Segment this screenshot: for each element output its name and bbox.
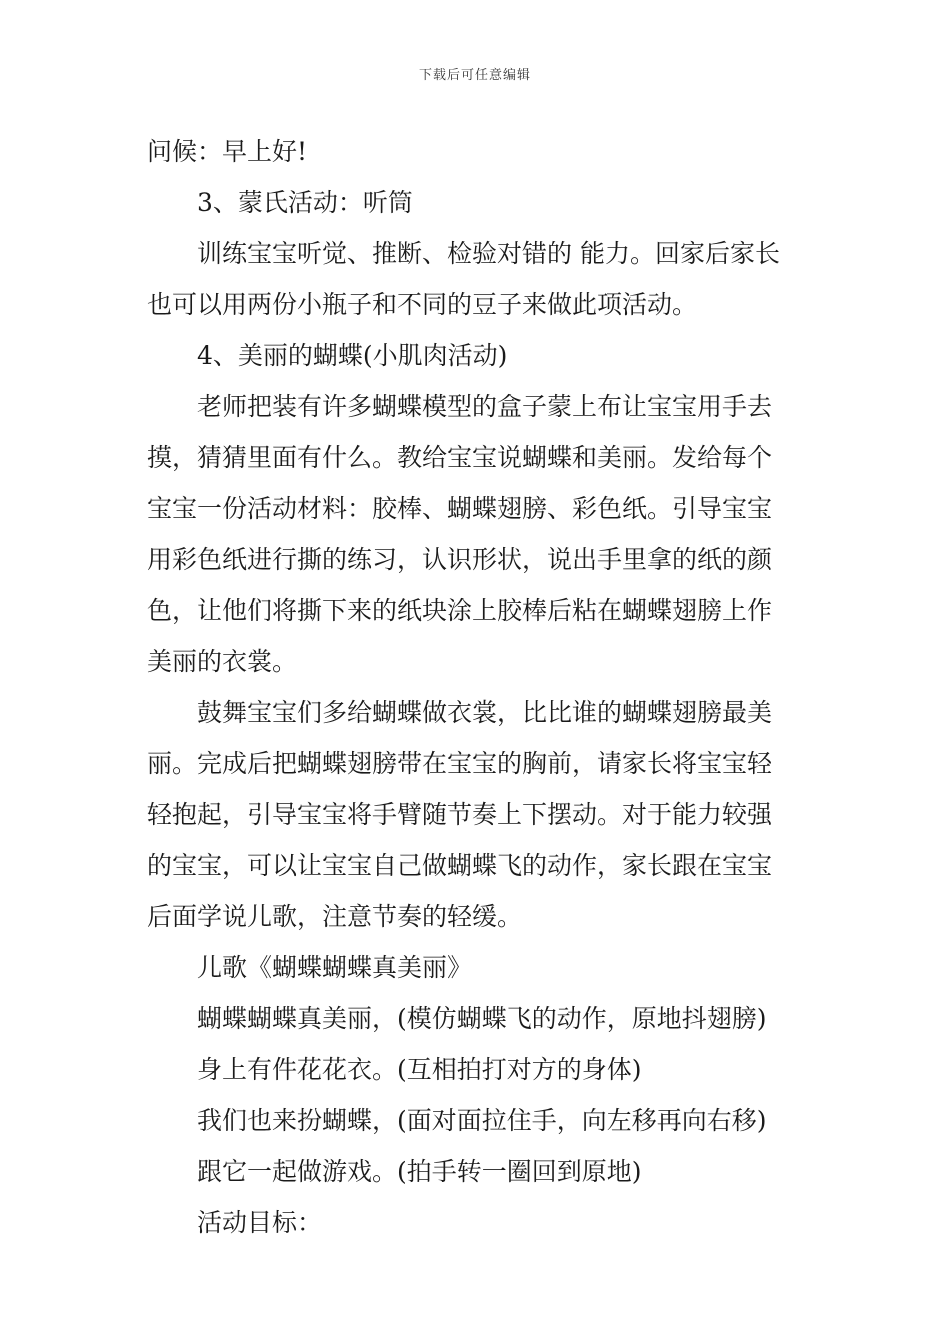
song-line: 蝴蝶蝴蝶真美丽，(模仿蝴蝶飞的动作，原地抖翅膀) — [197, 1004, 767, 1033]
song-line: 跟它一起做游戏。(拍手转一圈回到原地) — [197, 1157, 642, 1186]
text-line: 摸，猜猜里面有什么。教给宝宝说蝴蝶和美丽。发给每个 — [147, 443, 773, 472]
song-line: 我们也来扮蝴蝶，(面对面拉住手，向左移再向右移) — [197, 1106, 767, 1135]
song-title: 儿歌《蝴蝶蝴蝶真美丽》 — [197, 953, 473, 982]
text-line: 宝宝一份活动材料：胶棒、蝴蝶翅膀、彩色纸。引导宝宝 — [147, 494, 773, 523]
text-line: 美丽的衣裳。 — [147, 647, 298, 676]
text-line: 轻抱起，引导宝宝将手臂随节奏上下摆动。对于能力较强 — [147, 800, 773, 829]
text-line: 鼓舞宝宝们多给蝴蝶做衣裳，比比谁的蝴蝶翅膀最美 — [197, 698, 773, 727]
section-heading: 3、蒙氏活动：听筒 — [197, 188, 413, 217]
section-heading: 4、美丽的蝴蝶(小肌肉活动) — [197, 341, 508, 370]
section-heading: 活动目标： — [197, 1208, 323, 1237]
text-line: 用彩色纸进行撕的练习，认识形状，说出手里拿的纸的颜 — [147, 545, 773, 574]
song-line: 身上有件花花衣。(互相拍打对方的身体) — [197, 1055, 642, 1084]
text-line: 问候：早上好! — [147, 137, 308, 166]
text-line: 老师把装有许多蝴蝶模型的盒子蒙上布让宝宝用手去 — [197, 392, 773, 421]
text-line: 训练宝宝听觉、推断、检验对错的 能力。回家后家长 — [197, 239, 780, 268]
text-line: 后面学说儿歌，注意节奏的轻缓。 — [147, 902, 523, 931]
text-line: 的宝宝，可以让宝宝自己做蝴蝶飞的动作，家长跟在宝宝 — [147, 851, 773, 880]
text-line: 色，让他们将撕下来的纸块涂上胶棒后粘在蝴蝶翅膀上作 — [147, 596, 773, 625]
text-line: 也可以用两份小瓶子和不同的豆子来做此项活动。 — [147, 290, 698, 319]
text-line: 丽。完成后把蝴蝶翅膀带在宝宝的胸前，请家长将宝宝轻 — [147, 749, 773, 778]
page-header: 下载后可任意编辑 — [418, 68, 531, 83]
document-body — [147, 126, 807, 1248]
